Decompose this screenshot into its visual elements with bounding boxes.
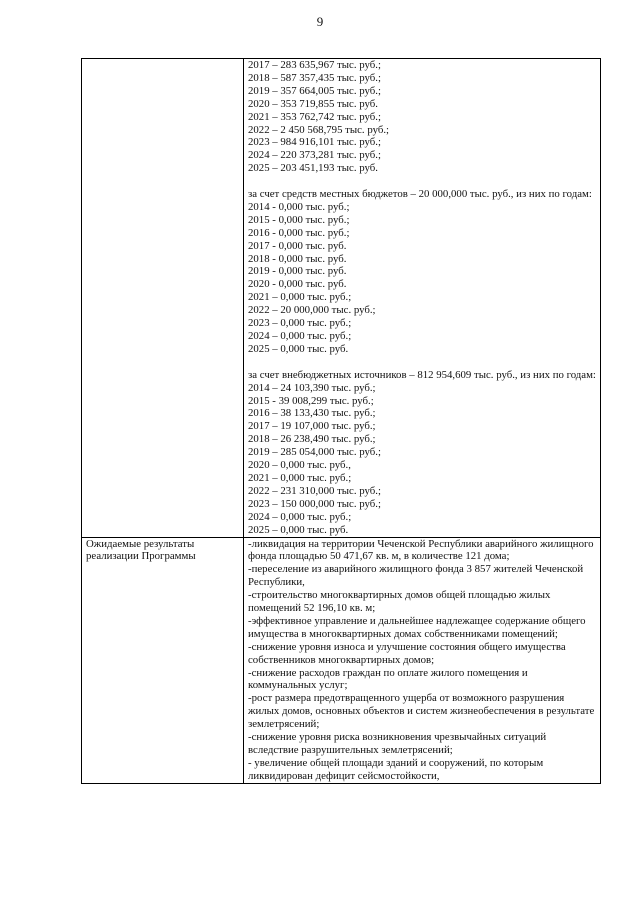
results-values-cell xyxy=(244,537,601,783)
result-item: -переселение из аварийного жилищного фонда 3 857 жителей Чеченской Республики, xyxy=(248,563,584,589)
local-budget-line: 2022 – 20 000,000 тыс. руб.; xyxy=(248,304,376,317)
local-budget-line: 2024 – 0,000 тыс. руб.; xyxy=(248,330,352,343)
local-budget-line: 2021 – 0,000 тыс. руб.; xyxy=(248,291,352,304)
program-passport-table xyxy=(81,58,601,784)
funding-line-2024: 2024 – 220 373,281 тыс. руб.; xyxy=(248,149,381,162)
funding-values-cell xyxy=(244,59,601,538)
local-budget-line: 2025 – 0,000 тыс. руб. xyxy=(248,342,349,355)
results-row xyxy=(82,537,601,783)
extra-budget-line: 2015 - 39 008,299 тыс. руб.; xyxy=(248,394,374,407)
funding-line-2017: 2017 – 283 635,967 тыс. руб.; xyxy=(248,59,381,71)
local-budget-line: 2014 - 0,000 тыс. руб.; xyxy=(248,200,350,213)
local-budget-line: 2017 - 0,000 тыс. руб. xyxy=(248,239,347,252)
local-budget-line: 2023 – 0,000 тыс. руб.; xyxy=(248,317,352,330)
funding-line-2018: 2018 – 587 357,435 тыс. руб.; xyxy=(248,71,381,84)
local-budget-line: 2019 - 0,000 тыс. руб. xyxy=(248,265,347,278)
funding-row xyxy=(82,59,601,538)
funding-line-2021: 2021 – 353 762,742 тыс. руб.; xyxy=(248,110,381,123)
extra-budget-line: 2025 – 0,000 тыс. руб. xyxy=(248,523,349,536)
result-item: -строительство многоквартирных домов общей площадью жилых помещений 52 196,10 кв. м; xyxy=(248,589,551,615)
result-item: -снижение уровня риска возникновения чрезвычайных ситуаций вследствие разрушительных землетрясений; xyxy=(248,731,547,756)
result-item: -ликвидация на территории Чеченской Республики аварийного жилищного фонда площадью 50 471,67 кв. м, в количестве 121 дома; xyxy=(248,537,594,563)
funding-line-2019: 2019 – 357 664,005 тыс. руб.; xyxy=(248,84,381,97)
extra-budget-line: 2014 – 24 103,390 тыс. руб.; xyxy=(248,381,376,394)
extra-budget-line: 2018 – 26 238,490 тыс. руб.; xyxy=(248,433,376,446)
funding-line-2022: 2022 – 2 450 568,795 тыс. руб.; xyxy=(248,123,390,136)
results-label: Ожидаемые результаты реализации Программы xyxy=(86,537,196,563)
spacer xyxy=(248,175,596,188)
local-budget-heading: за счет средств местных бюджетов – 20 000,000 тыс. руб., из них по годам: xyxy=(248,188,592,201)
result-item: -рост размера предотвращенного ущерба от возможного разрушения жилых домов, основных объектов и систем жизнеобеспечения в результате землетрясений; xyxy=(248,692,595,731)
funding-line-2025: 2025 – 203 451,193 тыс. руб. xyxy=(248,162,378,175)
spacer xyxy=(248,356,596,369)
local-budget-line: 2016 - 0,000 тыс. руб.; xyxy=(248,226,350,239)
extra-budget-line: 2020 – 0,000 тыс. руб., xyxy=(248,459,351,472)
local-budget-line: 2020 - 0,000 тыс. руб. xyxy=(248,278,347,291)
results-label-cell xyxy=(82,537,244,783)
extra-budget-line: 2023 – 150 000,000 тыс. руб.; xyxy=(248,497,381,510)
extra-budget-line: 2017 – 19 107,000 тыс. руб.; xyxy=(248,420,376,433)
extra-budget-line: 2022 – 231 310,000 тыс. руб.; xyxy=(248,484,381,497)
funding-label-cell xyxy=(82,59,244,538)
local-budget-line: 2018 - 0,000 тыс. руб. xyxy=(248,252,347,265)
page-number: 9 xyxy=(316,14,324,29)
result-item: -эффективное управление и дальнейшее надлежащее содержание общего имущества в многоквартирных домах собственниками помещений; xyxy=(248,614,586,640)
extra-budget-line: 2021 – 0,000 тыс. руб.; xyxy=(248,471,352,484)
extra-budget-line: 2016 – 38 133,430 тыс. руб.; xyxy=(248,407,376,420)
funding-line-2023: 2023 – 984 916,101 тыс. руб.; xyxy=(248,136,381,149)
result-item: -снижение расходов граждан по оплате жилого помещения и коммунальных услуг; xyxy=(248,666,528,692)
result-item: -снижение уровня износа и улучшение состояния общего имущества собственников многоквартирных домов; xyxy=(248,640,566,666)
extra-budget-line: 2019 – 285 054,000 тыс. руб.; xyxy=(248,446,381,459)
extra-budget-heading: за счет внебюджетных источников – 812 954,609 тыс. руб., из них по годам: xyxy=(248,368,596,381)
result-item: - увеличение общей площади зданий и сооружений, по которым ликвидирован дефицит сейсмостойкости, xyxy=(248,756,544,782)
funding-line-2020: 2020 – 353 719,855 тыс. руб. xyxy=(248,97,378,110)
extra-budget-line: 2024 – 0,000 тыс. руб.; xyxy=(248,510,352,523)
local-budget-line: 2015 - 0,000 тыс. руб.; xyxy=(248,213,350,226)
